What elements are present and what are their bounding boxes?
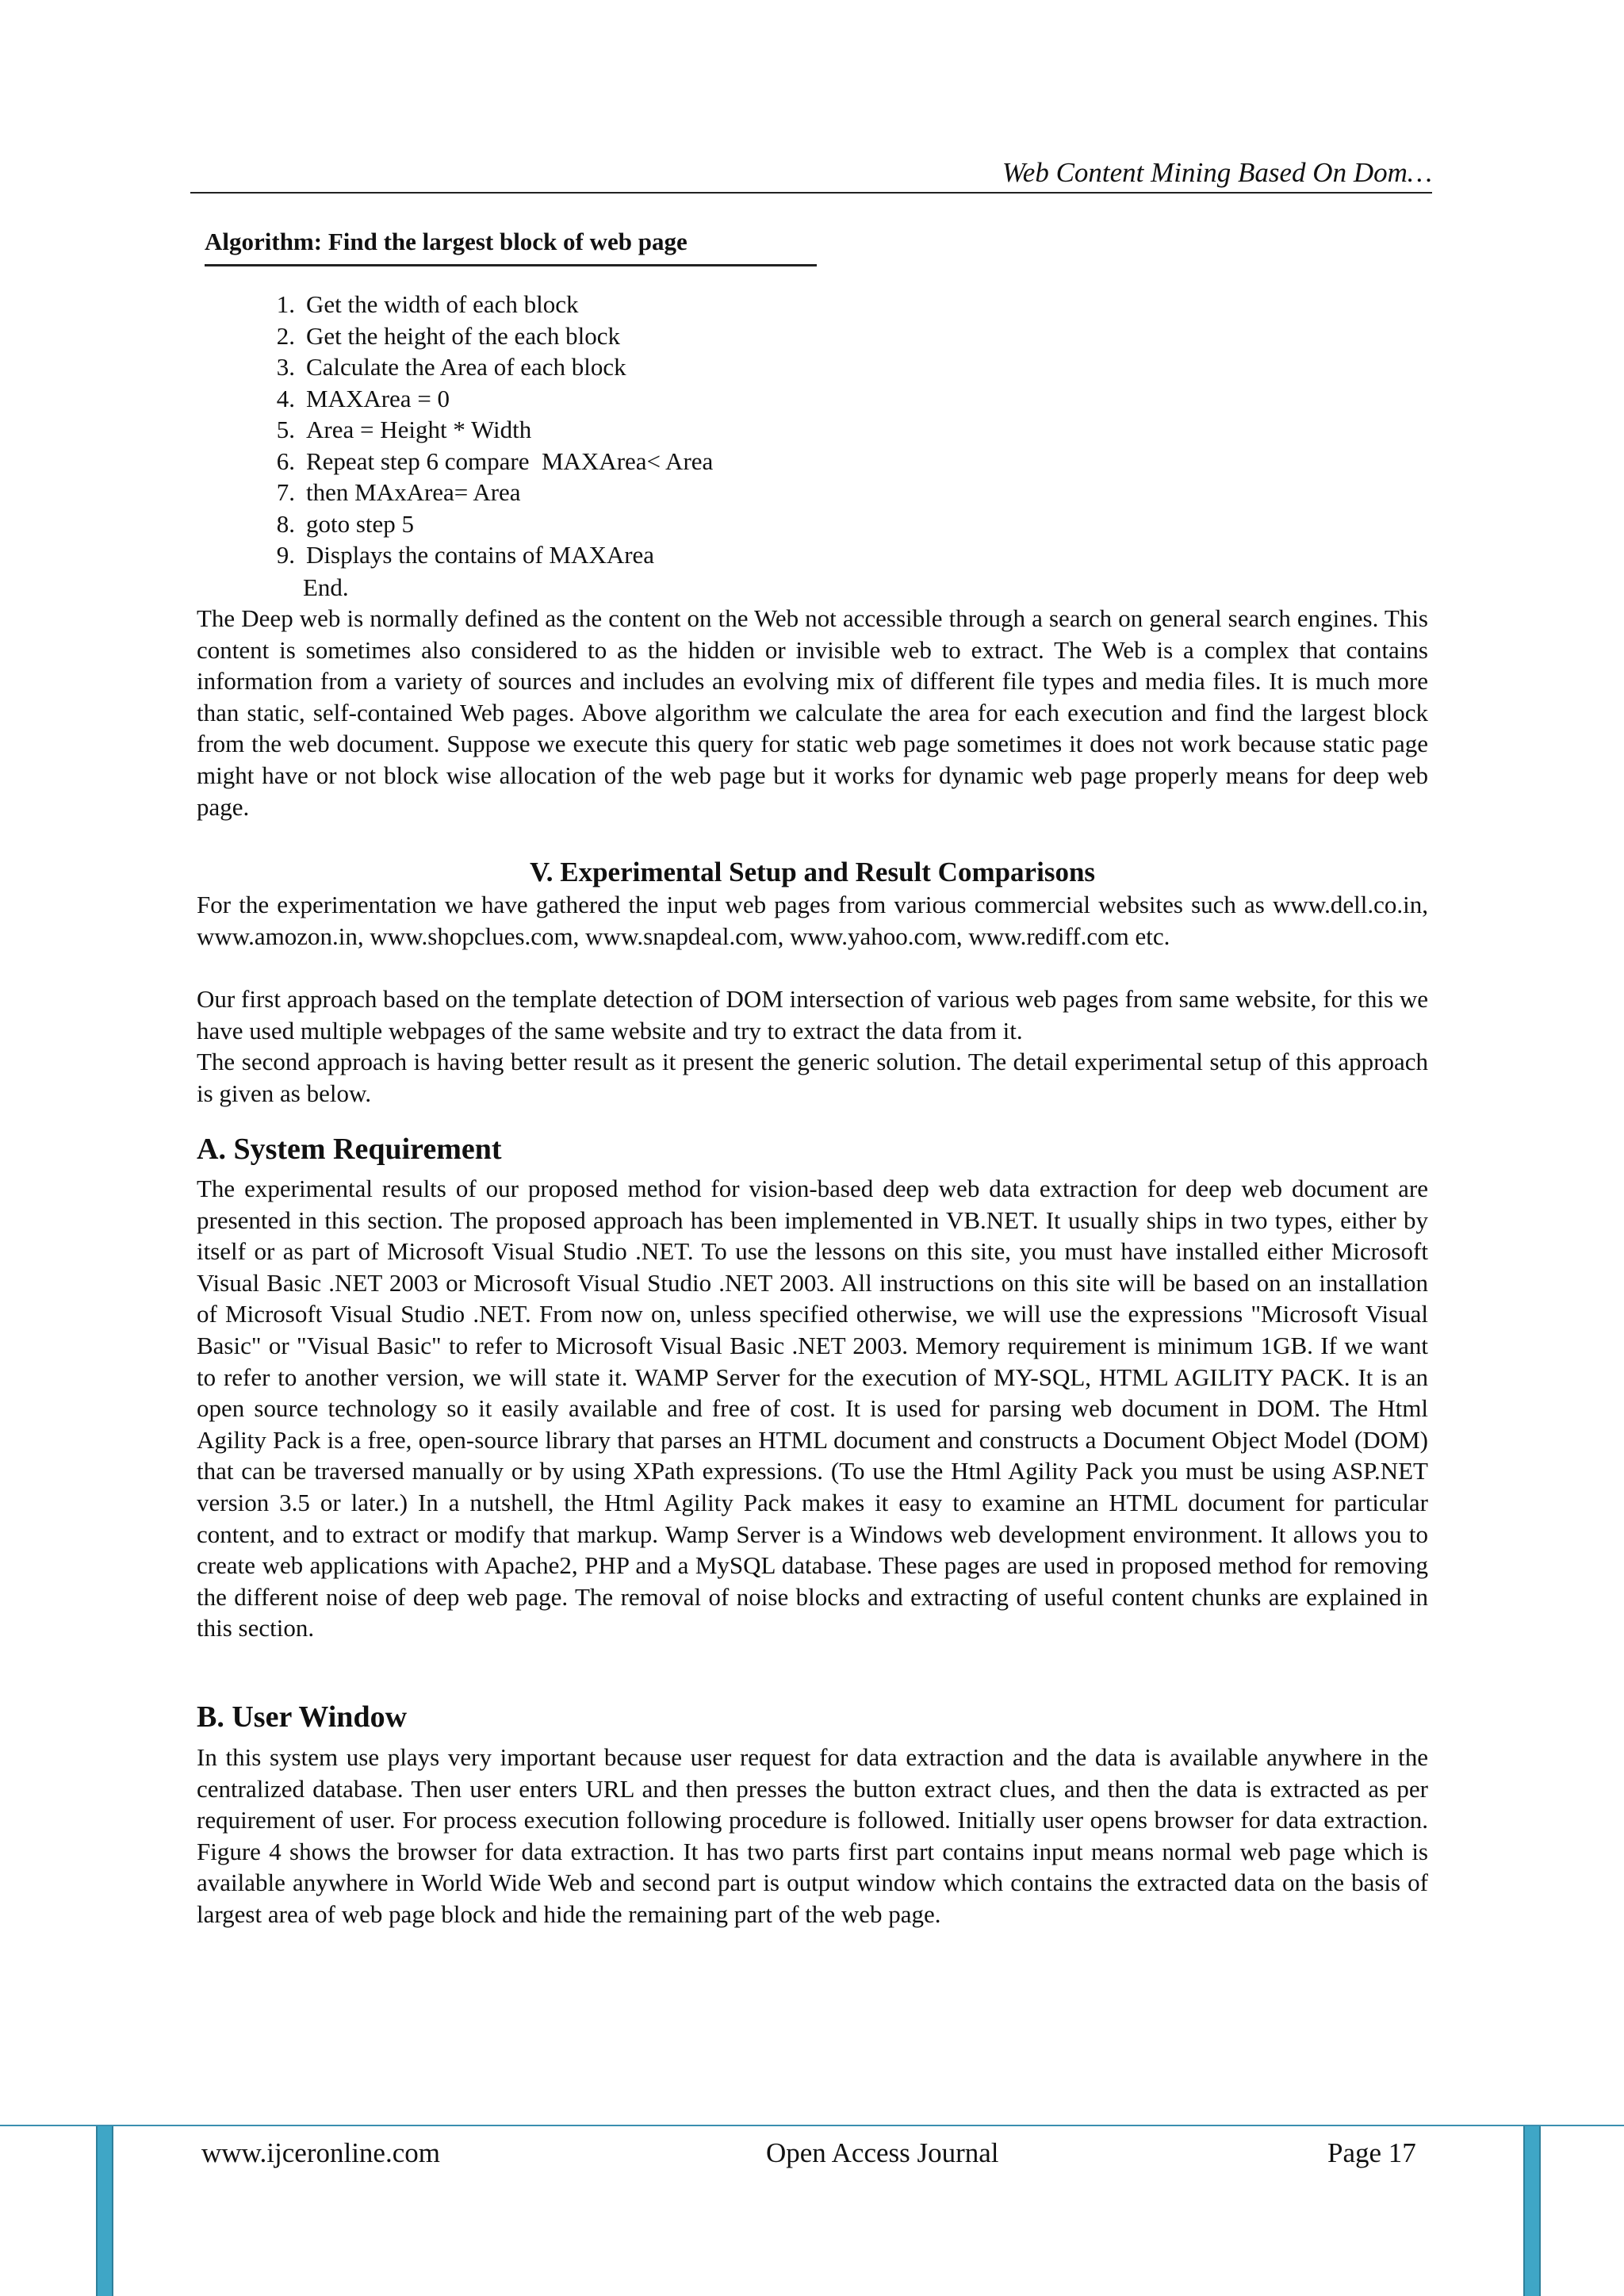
section-a-title: A. System Requirement (197, 1133, 502, 1166)
running-head: Web Content Mining Based On Dom… (1002, 157, 1432, 188)
footer-journal: Open Access Journal (766, 2137, 999, 2168)
header-rule (190, 192, 1432, 194)
step-text: goto step 5 (306, 509, 415, 538)
footer-rule (0, 2125, 1624, 2126)
list-item (238, 446, 713, 477)
step-number: 1. (276, 290, 295, 318)
algorithm-steps (238, 289, 713, 571)
algorithm-end: End. (303, 573, 349, 601)
deep-web-paragraph: The Deep web is normally defined as the content on the Web not accessible through a search on general search engines. This content is sometimes also considered to as the hidden or invisible web to extract. The Web is a complex that contains information from a variety of sources and includes an evolving mix of different file types and media files. It is much more than static, self-contained Web pages. Above algorithm we calculate the area for each execution and find the largest block from the web document. Suppose we execute this query for static web page sometimes it does not work because static page might have or not block wise allocation of the web page but it works for dynamic web page properly means for deep web page. (197, 604, 1428, 821)
list-item (238, 508, 713, 540)
footer-bar-left (96, 2126, 113, 2296)
step-number: 4. (276, 384, 295, 412)
algorithm-title: Algorithm: Find the largest block of web page (205, 228, 688, 255)
step-number: 6. (276, 447, 295, 475)
step-text: Get the width of each block (306, 290, 579, 318)
step-number: 2. (276, 321, 295, 350)
step-number: 9. (276, 541, 295, 569)
step-text: Get the height of the each block (306, 321, 620, 350)
list-item (238, 477, 713, 508)
footer-page-number: Page 17 (1327, 2137, 1416, 2168)
section-a-body: The experimental results of our proposed method for vision-based deep web data extraction for deep web document are presented in this section. The proposed approach has been implemented in VB.NET. It usually ships in two types, either by itself or as part of Microsoft Visual Studio .NET. To use the lessons on this site, you must have installed either Microsoft Visual Basic .NET 2003 or Microsoft Visual Studio .NET 2003. All instructions on this site will be based on an installation of Microsoft Visual Studio .NET. From now on, unless specified otherwise, we will use the expressions "Microsoft Visual Basic" or "Visual Basic" to refer to Microsoft Visual Basic .NET 2003. Memory requirement is minimum 1GB. If we want to refer to another version, we will state it. WAMP Server for the execution of MY-SQL, HTML AGILITY PACK. It is an open source technology so it easily available and free of cost. It is used for parsing web document in DOM. The Html Agility Pack is a free, open-source library that parses an HTML document and constructs a Document Object Model (DOM) that can be traversed manually or by using XPath expressions. (To use the Html Agility Pack you must be using ASP.NET version 3.5 or later.) In a nutshell, the Html Agility Pack makes it easy to examine an HTML document for particular content, and to extract or modify that markup. Wamp Server is a Windows web development environment. It allows you to create web applications with Apache2, PHP and a MySQL database. These pages are used in proposed method for removing the different noise of deep web page. The removal of noise blocks and extracting of useful content chunks are explained in this section. (197, 1175, 1428, 1642)
step-text: Displays the contains of MAXArea (306, 541, 655, 569)
step-number: 7. (276, 478, 295, 506)
step-text: Area = Height * Width (306, 416, 532, 443)
step-text: then MAxArea= Area (306, 478, 521, 506)
list-item (238, 289, 713, 320)
step-text: Repeat step 6 compare MAXArea< Area (306, 447, 714, 475)
footer-website: www.ijceronline.com (201, 2137, 440, 2168)
list-item (238, 414, 713, 446)
list-item (238, 383, 713, 415)
step-number: 5. (276, 416, 295, 443)
section-v-paragraph-2: Our first approach based on the template detection of DOM intersection of various web pages from same website, for this we have used multiple webpages of the same website and try to extract the data from it. (197, 985, 1428, 1045)
list-item (238, 539, 713, 571)
algorithm-title-rule (205, 264, 817, 266)
section-v-paragraph-1: For the experimentation we have gathered the input web pages from various commercial websites such as www.dell.co.in, www.amozon.in, www.shopclues.com, www.snapdeal.com, www.yahoo.com, www.rediff.com etc. (197, 891, 1428, 950)
section-b-body: In this system use plays very important because user request for data extraction and the data is available anywhere in the centralized database. Then user enters URL and then presses the button extract clues, and then the data is extracted as per requirement of user. For process execution following procedure is followed. Initially user opens browser for data extraction. Figure 4 shows the browser for data extraction. It has two parts first part contains input means normal web page which is available anywhere in World Wide Web and second part is output window which contains the extracted data on the basis of largest area of web page block and hide the remaining part of the web page. (197, 1743, 1428, 1928)
section-v-title: V. Experimental Setup and Result Comparisons (529, 857, 1096, 887)
section-b-title: B. User Window (197, 1700, 408, 1734)
step-number: 3. (276, 353, 295, 381)
list-item (238, 351, 713, 383)
section-v-paragraph-3: The second approach is having better result as it present the generic solution. The detail experimental setup of this approach is given as below. (197, 1048, 1428, 1107)
footer-bar-right (1523, 2126, 1541, 2296)
step-text: Calculate the Area of each block (306, 353, 626, 381)
step-text: MAXArea = 0 (306, 384, 450, 412)
step-number: 8. (276, 509, 295, 538)
list-item (238, 320, 713, 352)
